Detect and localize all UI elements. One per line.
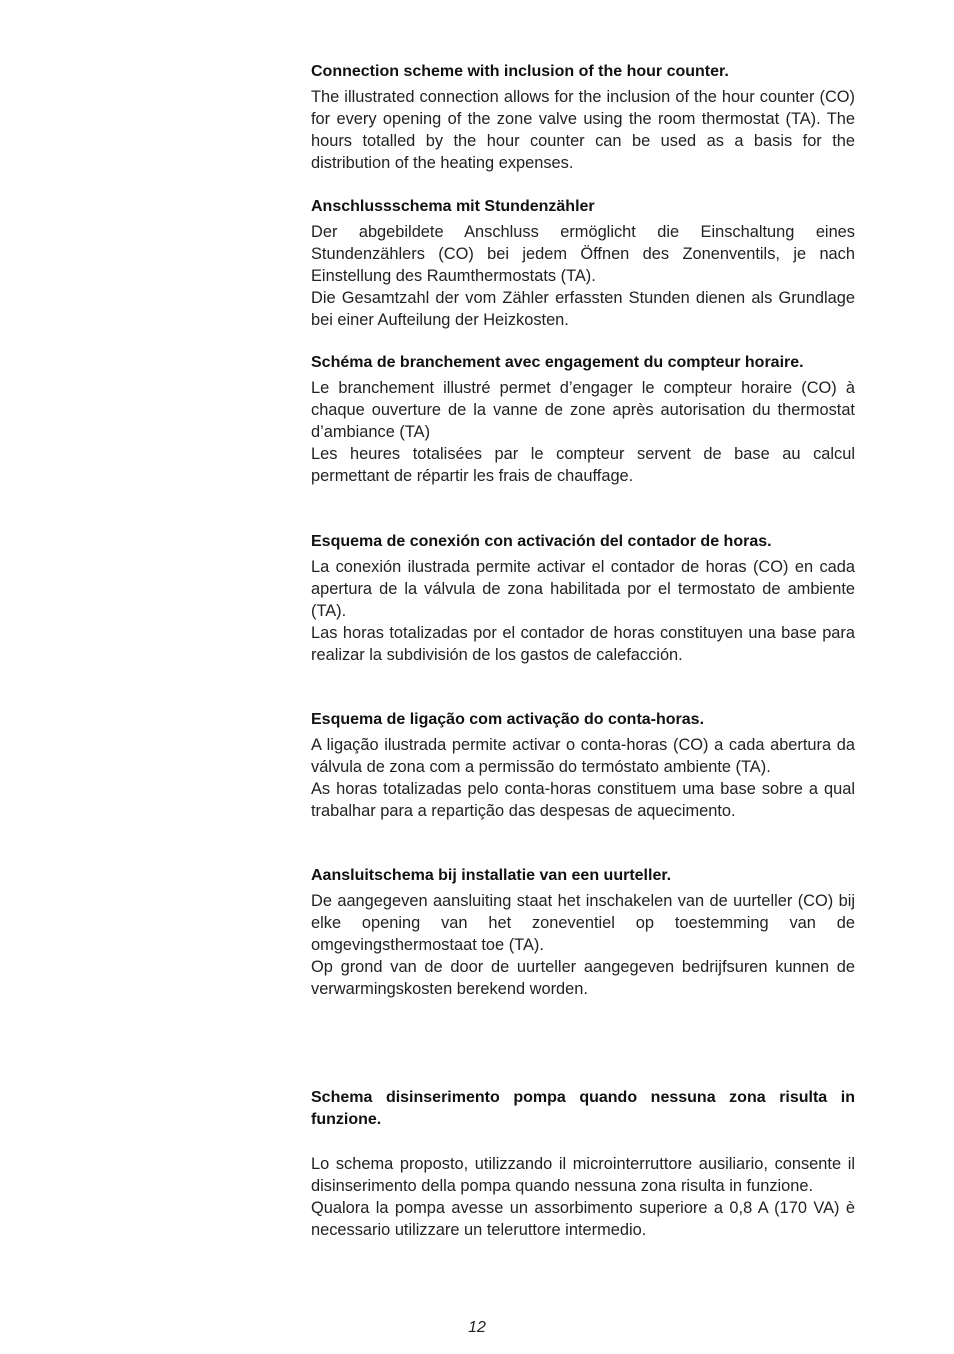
section-paragraph: Die Gesamtzahl der vom Zähler erfassten Stunden dienen als Grundlage bei einer Aufteilung der Heizkosten. (311, 289, 855, 329)
section-paragraph: Der abgebildete Anschluss ermöglicht die Einschaltung eines Stundenzählers (CO) bei jedem Öffnen des Zonenventils, je nach Einstellung des Raumthermostats (TA). (311, 223, 855, 285)
section-dutch (311, 865, 855, 1000)
section-paragraph: Lo schema proposto, utilizzando il microinterruttore ausiliario, consente il disinserimento della pompa quando nessuna zona risulta in funzione. (311, 1155, 855, 1195)
section-spanish (311, 531, 855, 666)
section-paragraph: The illustrated connection allows for the inclusion of the hour counter (CO) for every opening of the zone valve using the room thermostat (TA). The hours totalled by the hour counter can be used as a basis for the distribution of the heating expenses. (311, 88, 855, 172)
section-paragraph: Op grond van de door de uurteller aangegeven bedrijfsuren kunnen de verwarmingskosten berekend worden. (311, 958, 855, 998)
section-paragraph: La conexión ilustrada permite activar el contador de horas (CO) en cada apertura de la válvula de zona habilitada por el termostato de ambiente (TA). (311, 558, 855, 620)
section-heading: Connection scheme with inclusion of the hour counter. (311, 63, 729, 80)
section-paragraph: Les heures totalisées par le compteur servent de base au calcul permettant de répartir les frais de chauffage. (311, 445, 855, 485)
section-english (311, 61, 855, 174)
section-paragraph: Le branchement illustré permet d’engager le compteur horaire (CO) à chaque ouverture de la vanne de zone après autorisation du thermostat d’ambiance (TA) (311, 379, 855, 441)
section-heading: Schema disinserimento pompa quando nessuna zona risulta in funzione. (311, 1089, 855, 1128)
section-heading: Aansluitschema bij installatie van een uurteller. (311, 867, 672, 884)
section-german (311, 196, 855, 331)
section-heading: Esquema de ligação com activação do conta-horas. (311, 711, 705, 728)
section-heading: Anschlussschema mit Stundenzähler (311, 198, 595, 215)
page-number: 12 (468, 1319, 486, 1336)
section-paragraph: Las horas totalizadas por el contador de horas constituyen una base para realizar la subdivisión de los gastos de calefacción. (311, 624, 855, 664)
section-heading: Esquema de conexión con activación del contador de horas. (311, 533, 772, 550)
section-portuguese (311, 709, 855, 822)
section-paragraph: Qualora la pompa avesse un assorbimento superiore a 0,8 A (170 VA) è necessario utilizzare un teleruttore intermedio. (311, 1199, 855, 1239)
section-paragraph: De aangegeven aansluiting staat het inschakelen van de uurteller (CO) bij elke opening van het zoneventiel op toestemming van de omgevingsthermostaat toe (TA). (311, 892, 855, 954)
section-paragraph: A ligação ilustrada permite activar o conta-horas (CO) a cada abertura da válvula de zona com a permissão do termóstato ambiente (TA). (311, 736, 855, 776)
section-french (311, 352, 855, 487)
section-paragraph: As horas totalizadas pelo conta-horas constituem uma base sobre a qual trabalhar para a repartição das despesas de aquecimento. (311, 780, 855, 820)
section-heading: Schéma de branchement avec engagement du compteur horaire. (311, 354, 804, 371)
section-italian (311, 1087, 855, 1241)
